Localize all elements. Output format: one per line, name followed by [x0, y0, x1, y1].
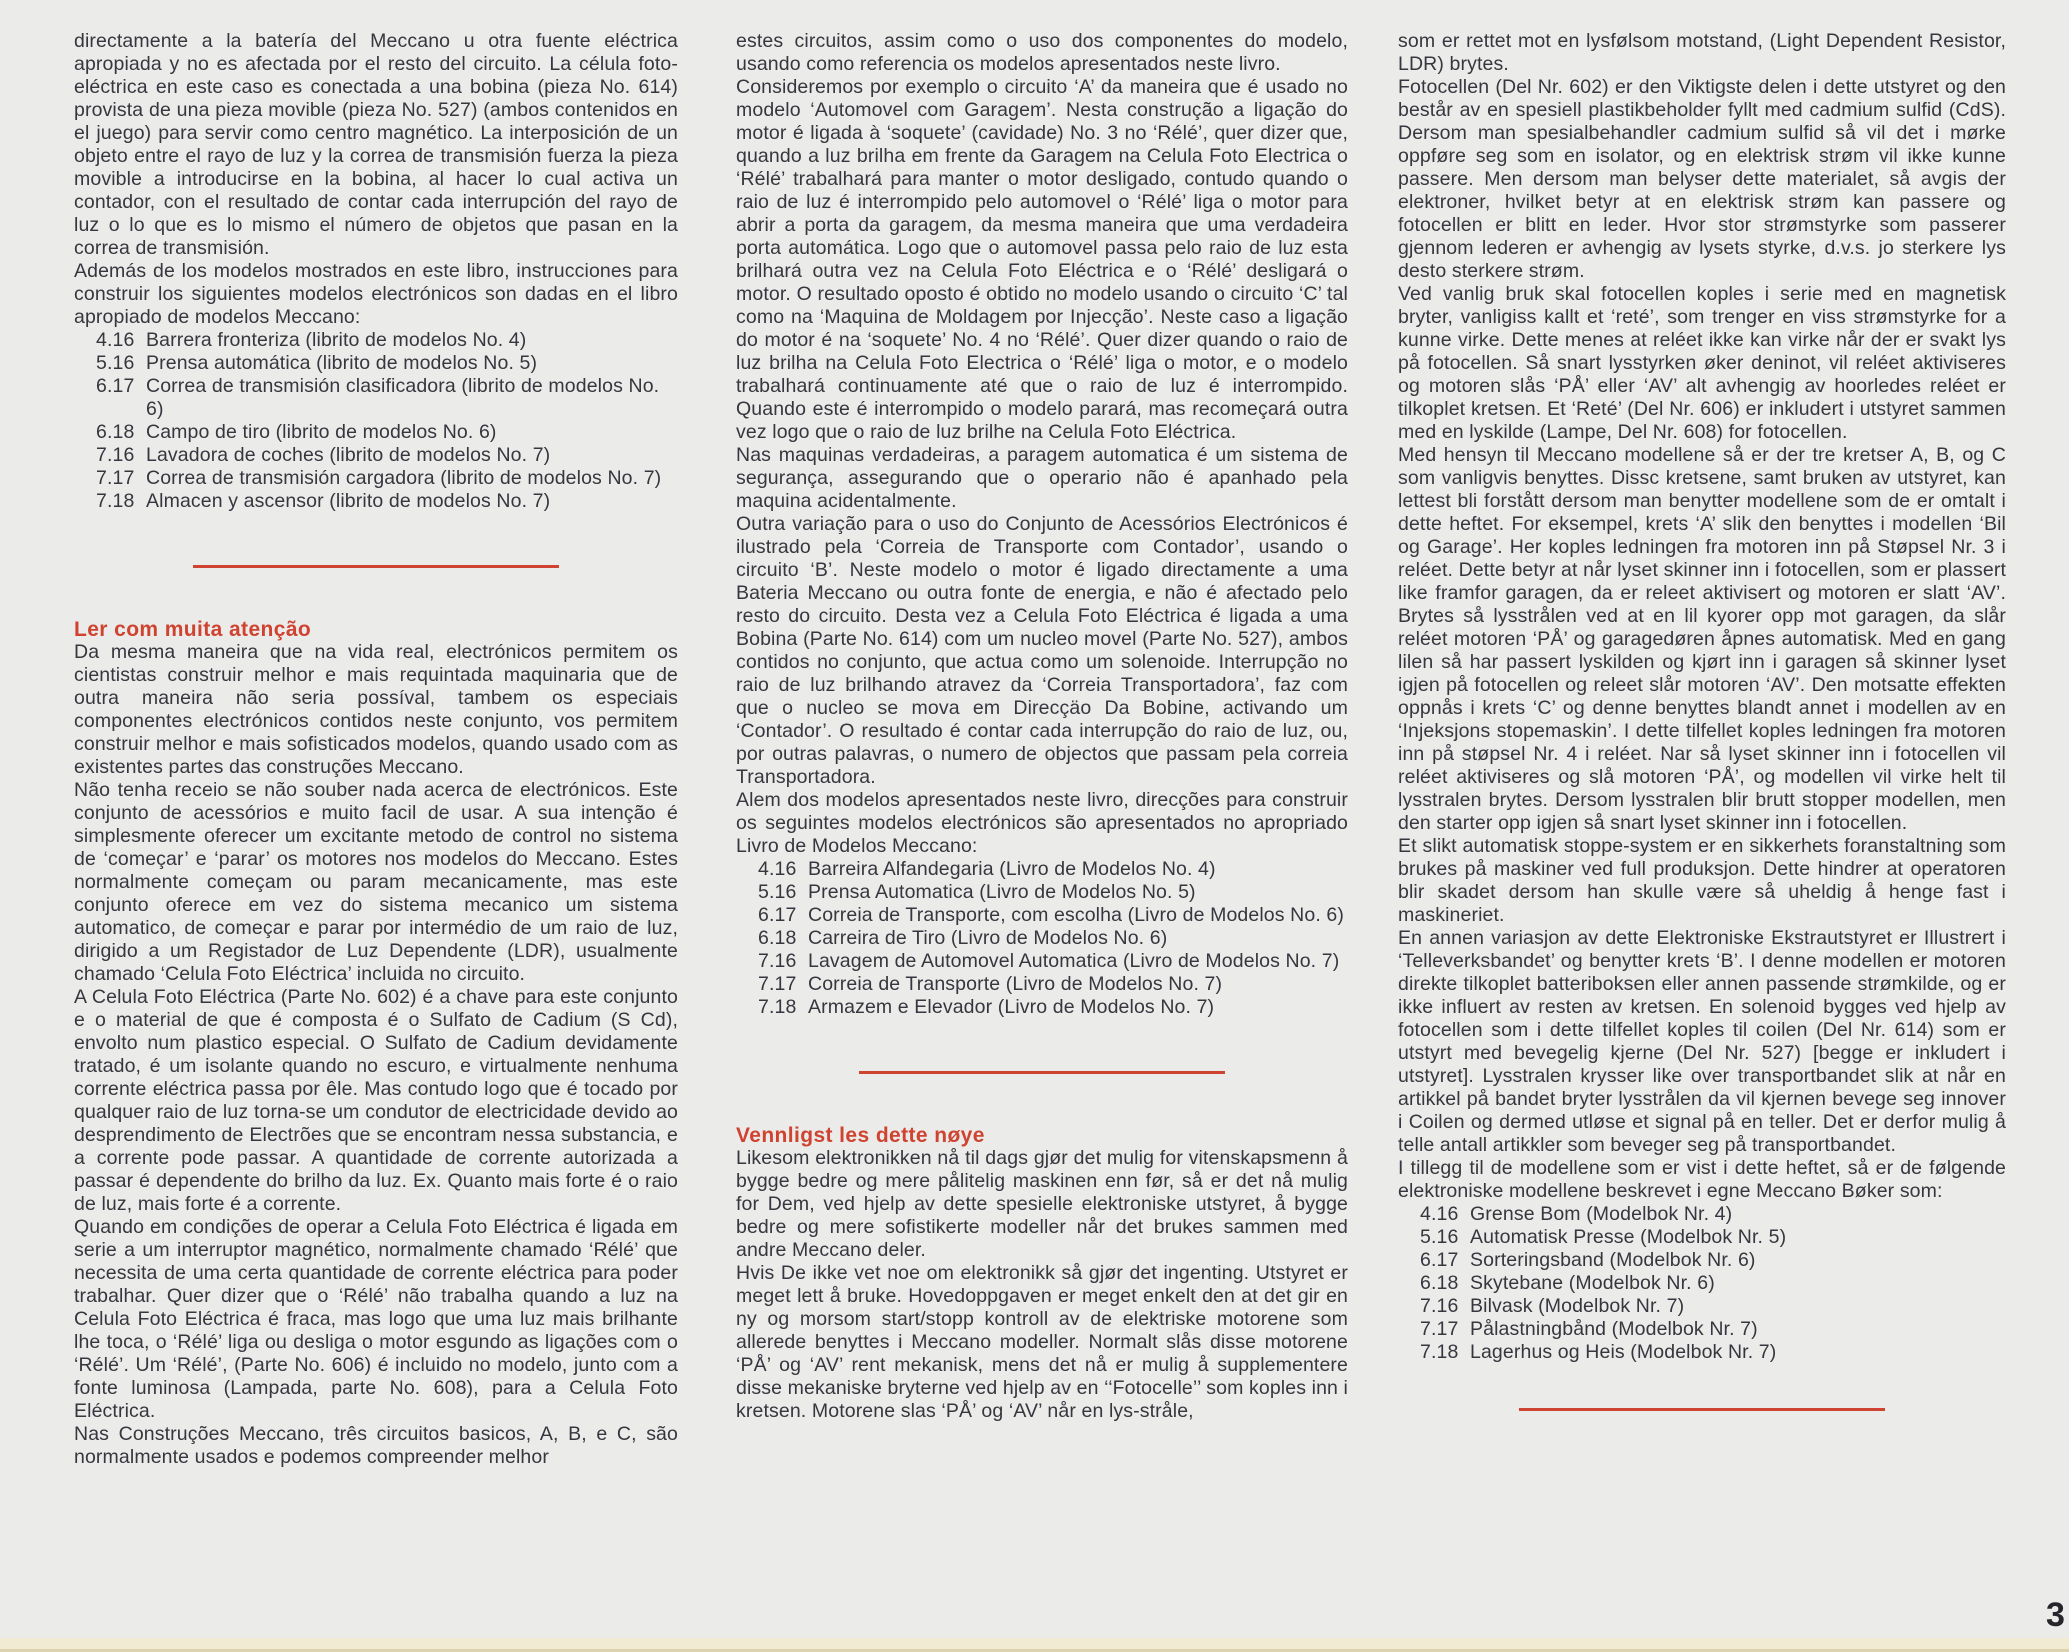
- model-list-item: [736, 858, 1348, 881]
- model-number: 7.17: [758, 973, 797, 995]
- page-number: 3: [2046, 1596, 2065, 1634]
- section-divider: [193, 565, 559, 568]
- model-number: 7.17: [96, 467, 135, 489]
- model-number: 6.17: [96, 375, 135, 397]
- section-heading: Vennligst les dette nøye: [736, 1124, 985, 1147]
- model-title: Grense Bom (Modelbok Nr. 4): [1470, 1203, 1733, 1225]
- model-list-item: [1398, 1318, 2006, 1341]
- model-list-item: [74, 352, 678, 375]
- model-number: 5.16: [1420, 1226, 1459, 1248]
- paragraph: Med hensyn til Meccano modellene så er der tre kretser A, B, og C som vanligvis benyttes. Dissc kretsene, samt bruken av utstyret, kan lettest bli forstått dersom man benytter modellene som de er omtalt i dette heftet. For eksempel, krets ‘A’ slik den benyttes i modellen ‘Bil og Garage’. Her koples ledningen fra motoren inn på Støpsel Nr. 3 i reléet. Dette betyr at når lyset skinner inn i fotocellen, som er plassert like framfor garagen, da er releet aktivisert og motoren er slatt ‘AV’. Brytes så lysstrålen ved at en lil kyorer opp mot garagen, da slår reléet motoren ‘PÅ’ og garagedøren åpnes automatisk. Med en gang lilen så har passert lyskilden og kjørt inn i garagen så skinner lyset igjen på fotocellen og releet slår motoren ‘AV’. Den motsatte effekten oppnås i krets ‘C’ og denne benyttes blandt annet i modellen av en ‘Injeksjons stopemaskin’. I dette tilfellet koples ledningen fra motoren inn på støpsel Nr. 4 i reléet. Nar så lyset skinner inn i fotocellen vil reléet aktiviseres og slå motoren ‘PÅ’, og modellen vil virke helt til lysstralen brytes. Dersom lysstralen blir brutt stopper modellen, men den starter opp igjen så snart lyset skinner inn i fotocellen.: [1398, 444, 2006, 834]
- section-divider: [859, 1071, 1225, 1074]
- model-list-item: [74, 490, 678, 513]
- model-number: 6.17: [1420, 1249, 1459, 1271]
- model-title: Lagerhus og Heis (Modelbok Nr. 7): [1470, 1341, 1777, 1363]
- model-list-item: [736, 950, 1348, 973]
- model-list-item: [74, 444, 678, 467]
- model-list-item: [1398, 1272, 2006, 1295]
- paragraph: Alem dos modelos apresentados neste livro, direcções para construir os seguintes modelos electrónicos são apresentados no apropriado Livro de Modelos Meccano:: [736, 789, 1348, 857]
- model-number: 4.16: [1420, 1203, 1459, 1225]
- model-title: Prensa Automatica (Livro de Modelos No. 5): [808, 881, 1196, 903]
- section-heading: Ler com muita atenção: [74, 618, 312, 641]
- model-number: 6.18: [758, 927, 797, 949]
- paragraph: Da mesma maneira que na vida real, electrónicos permitem os cientistas construir melhor e mais requintada maquinaria que de outra maneira não seria possíval, tambem os especiais componentes electrónicos contidos neste conjunto, vos permitem construir melhor e mais sofisticados modelos, quando usado com as existentes partes das construções Meccano.: [74, 641, 678, 778]
- model-number: 7.18: [1420, 1341, 1459, 1363]
- text-column-3: [1398, 30, 2006, 1461]
- model-title: Skytebane (Modelbok Nr. 6): [1470, 1272, 1715, 1294]
- model-number: 6.17: [758, 904, 797, 926]
- model-number: 6.18: [96, 421, 135, 443]
- model-title: Lavagem de Automovel Automatica (Livro de Modelos No. 7): [808, 950, 1340, 972]
- model-number: 7.18: [96, 490, 135, 512]
- paragraph: som er rettet mot en lysfølsom motstand, (Light Dependent Resistor, LDR) brytes.: [1398, 30, 2006, 75]
- paragraph: Nas maquinas verdadeiras, a paragem automatica é um sistema de segurança, assegurando que o operario não é apanhado pela maquina acidentalmente.: [736, 444, 1348, 512]
- paragraph: Et slikt automatisk stoppe-system er en sikkerhets foranstaltning som brukes på maskiner ved full produksjon. Dette hindrer at operatoren blir skadet dersom han skulle være så uheldig å henge fast i maskineriet.: [1398, 835, 2006, 926]
- model-list-item: [736, 904, 1348, 927]
- model-title: Lavadora de coches (librito de modelos No. 7): [146, 444, 551, 466]
- model-title: Armazem e Elevador (Livro de Modelos No. 7): [808, 996, 1215, 1018]
- paragraph: Não tenha receio se não souber nada acerca de electrónicos. Este conjunto de acessórios e muito facil de usar. A sua intenção é simplesmente oferecer um excitante metodo de control no sistema de ‘começar’ e ‘parar’ os motores nos modelos do Meccano. Estes normalmente começam ou param mecanicamente, mas este conjunto oferece em vez do sistema mecanico um sistema automatico, de começar e parar por intermédio de um raio de luz, dirigido a um Registador de Luz Dependente (LDR), usualmente chamado ‘Celula Foto Eléctrica’ incluida no circuito.: [74, 779, 678, 985]
- model-list-item: [1398, 1226, 2006, 1249]
- model-number: 7.18: [758, 996, 797, 1018]
- model-list-item: [736, 996, 1348, 1019]
- model-list-item: [736, 927, 1348, 950]
- model-number: 4.16: [758, 858, 797, 880]
- model-title: Barreira Alfandegaria (Livro de Modelos No. 4): [808, 858, 1216, 880]
- text-column-1: [74, 30, 678, 1469]
- model-number: 7.16: [96, 444, 135, 466]
- paragraph: A Celula Foto Eléctrica (Parte No. 602) é a chave para este conjunto e o material de que é composta é o Sulfato de Cadium (S Cd), envolto num plastico especial. O Sulfato de Cadium devidamente tratado, é um isolante quando no escuro, e virtualmente nenhuma corrente eléctrica passa por êle. Mas contudo logo que é tocado por qualquer raio de luz torna-se um condutor de electricidade devido ao desprendimento de Electrões que se encontram nessa substancia, e a corrente pode passar. A quantidade de corrente autorizada a passar é dependente do brilho da luz. Ex. Quanto mais forte é o raio de luz, mais forte é a corrente.: [74, 986, 678, 1215]
- model-title: Correa de transmisión clasificadora (librito de modelos No. 6): [146, 375, 660, 420]
- page-edge-strip: [0, 1638, 2069, 1652]
- paragraph: Consideremos por exemplo o circuito ‘A’ da maneira que é usado no modelo ‘Automovel com Garagem’. Nesta construção a ligação do motor é ligada à ‘soquete’ (cavidade) No. 3 no ‘Rélé’, quer dizer que, quando a luz brilha em frente da Garagem na Celula Foto Electrica o ‘Rélé’ trabalhará para manter o motor desligado, contudo quando o raio de luz é interrompido pelo automovel o ‘Rélé’ liga o motor para abrir a porta da garagem, da mesma maneira que uma verdadeira porta automática. Logo que o automovel passa pelo raio de luz esta brilhará outra vez na Celula Foto Eléctrica e o ‘Rélé’ desligará o motor. O resultado oposto é obtido no modelo usando o circuito ‘C’ tal como na ‘Maquina de Moldagem por Injecção’. Neste caso a ligação do motor é na ‘soquete’ No. 4 no ‘Rélé’. Quer dizer quando o raio de luz brilha na Celula Foto Electrica o ‘Rélé’ liga o motor, e o modelo trabalhará continuamente até que o raio de luz é interrompido. Quando este é interrompido o modelo parará, mas recomeçará outra vez logo que o raio de luz brilhe na Celula Foto Eléctrica.: [736, 76, 1348, 443]
- section-divider: [1519, 1408, 1885, 1411]
- model-list: [736, 858, 1348, 1019]
- model-title: Campo de tiro (librito de modelos No. 6): [146, 421, 497, 443]
- model-list-item: [736, 881, 1348, 904]
- text-column-2: [736, 30, 1348, 1423]
- model-list-item: [1398, 1249, 2006, 1272]
- paragraph: directamente a la batería del Meccano u otra fuente eléctrica apropiada y no es afectada por el resto del circuito. La célula foto-eléctrica en este caso es conectada a una bobina (pieza No. 614) provista de una pieza movible (pieza No. 527) (ambos contenidos en el juego) para servir como centro magnético. La interposición de un objeto entre el rayo de luz y la correa de transmisión fuerza la pieza movible a introducirse en la bobina, al hacer lo cual activa un contador, con el resultado de contar cada interrupción del rayo de luz o lo que es lo mismo el número de objetos que pasan en la correa de transmisión.: [74, 30, 678, 259]
- model-title: Carreira de Tiro (Livro de Modelos No. 6): [808, 927, 1168, 949]
- model-number: 5.16: [96, 352, 135, 374]
- model-list-item: [1398, 1203, 2006, 1226]
- model-title: Correia de Transporte (Livro de Modelos No. 7): [808, 973, 1223, 995]
- model-number: 6.18: [1420, 1272, 1459, 1294]
- model-title: Bilvask (Modelbok Nr. 7): [1470, 1295, 1685, 1317]
- paragraph: Hvis De ikke vet noe om elektronikk så gjør det ingenting. Utstyret er meget lett å bruke. Hovedoppgaven er meget enkelt den at det gir en ny og morsom start/stopp kontroll av de elektriske motorene som allerede benyttes i Meccano modeller. Normalt slås disse motorene ‘PÅ’ og ‘AV’ rent mekanisk, mens det nå er mulig å supplementere disse mekaniske bryterne ved hjelp av en ‘‘Fotocelle’’ som koples inn i kretsen. Motorene slas ‘PÅ’ og ‘AV’ når en lys-stråle,: [736, 1262, 1348, 1422]
- model-title: Almacen y ascensor (librito de modelos No. 7): [146, 490, 551, 512]
- paragraph: I tillegg til de modellene som er vist i dette heftet, så er de følgende elektroniske modellene beskrevet i egne Meccano Bøker som:: [1398, 1157, 2006, 1202]
- model-list-item: [1398, 1341, 2006, 1364]
- model-list-item: [1398, 1295, 2006, 1318]
- model-title: Correa de transmisión cargadora (librito de modelos No. 7): [146, 467, 662, 489]
- model-list-item: [74, 421, 678, 444]
- paragraph: Fotocellen (Del Nr. 602) er den Viktigste delen i dette utstyret og den består av en spesiell plastikbeholder fyllt med cadmium sulfid (CdS). Dersom man spesialbehandler cadmium sulfid så vil det i mørke oppføre seg som en isolator, og en elektrisk strøm vil ikke kunne passere. Men dersom man belyser dette materialet, så avgis der elektroner, hvilket betyr at en elektrisk strøm kan passere og fotocellen er blitt en leder. Hvor stor strømstyrke som passerer gjennom lederen er avhengig av lysets styrke, d.v.s. jo sterkere lys desto sterkere strøm.: [1398, 76, 2006, 282]
- model-list-item: [74, 375, 678, 421]
- model-title: Prensa automática (librito de modelos No. 5): [146, 352, 538, 374]
- paragraph: Outra variação para o uso do Conjunto de Acessórios Electrónicos é ilustrado pela ‘Correia de Transporte com Contador’, usando o circuito ‘B’. Neste modelo o motor é ligado directamente a uma Bateria Meccano ou outra fonte de energia, e não é afectado pelo resto do circuito. Desta vez a Celula Foto Eléctrica é ligada a uma Bobina (Parte No. 614) com um nucleo movel (Parte No. 527), ambos contidos no conjunto, que actua como um solenoide. Interrupção no raio de luz brilhando atravez da ‘Correia Transportadora’, faz com que o nucleo se mova em Direcçäo Da Bobine, activando um ‘Contador’. O resultado é contar cada interrupção do raio de luz, ou, por outras palavras, o numero de objectos que passam pela correia Transportadora.: [736, 513, 1348, 788]
- model-list: [74, 329, 678, 513]
- paragraph: En annen variasjon av dette Elektroniske Ekstrautstyret er Illustrert i ‘Telleverksbandet’ og benytter krets ‘B’. I denne modellen er motoren direkte tilkoplet batteriboksen eller annen passende strømkilde, og er ikke influert av resten av kretsen. En solenoid bygges ved hjelp av fotocellen som i dette tilfellet koples til coilen (Del Nr. 614) som er utstyrt med bevegelig kjerne (Del Nr. 527) [begge er inkludert i utstyret]. Lysstralen krysser like over transportbandet slik at når en artikkel på bandet bryter lysstrålen da vil kjernen bevege seg innover i Coilen og dermed utløse et signal på en teller. Det er derfor mulig å telle antall artikkler som beveger seg på transportbandet.: [1398, 927, 2006, 1156]
- model-number: 7.16: [1420, 1295, 1459, 1317]
- model-title: Automatisk Presse (Modelbok Nr. 5): [1470, 1226, 1787, 1248]
- model-list: [1398, 1203, 2006, 1364]
- model-title: Pålastningbånd (Modelbok Nr. 7): [1470, 1318, 1758, 1340]
- paragraph: Quando em condições de operar a Celula Foto Eléctrica é ligada em serie a um interruptor magnético, normalmente chamado ‘Rélé’ que necessita de uma certa quantidade de corrente eléctrica para poder trabalhar. Quer dizer que o ‘Rélé’ não trabalha quando a luz na Celula Foto Eléctrica é fraca, mas logo que uma luz mais brilhante lhe toca, o ‘Rélé’ liga ou desliga o motor esgundo as ligações com o ‘Rélé’. Um ‘Rélé’, (Parte No. 606) é incluido no modelo, junto com a fonte luminosa (Lampada, parte No. 608), para a Celula Foto Eléctrica.: [74, 1216, 678, 1422]
- model-list-item: [736, 973, 1348, 996]
- paragraph: Además de los modelos mostrados en este libro, instrucciones para construir los siguientes modelos electrónicos son dadas en el libro apropiado de modelos Meccano:: [74, 260, 678, 328]
- model-number: 5.16: [758, 881, 797, 903]
- model-list-item: [74, 329, 678, 352]
- model-title: Sorteringsband (Modelbok Nr. 6): [1470, 1249, 1756, 1271]
- paragraph: Likesom elektronikken nå til dags gjør det mulig for vitenskapsmenn å bygge bedre og mere pålitelig maskinen enn før, så er det nå mulig for Dem, ved hjelp av dette spesielle elektroniske utstyret, å bygge bedre og mere sofistikerte modeller når det brukes sammen med andre Meccano deler.: [736, 1147, 1348, 1261]
- model-list-item: [74, 467, 678, 490]
- model-title: Correia de Transporte, com escolha (Livro de Modelos No. 6): [808, 904, 1344, 926]
- model-title: Barrera fronteriza (librito de modelos No. 4): [146, 329, 527, 351]
- model-number: 7.17: [1420, 1318, 1459, 1340]
- model-number: 4.16: [96, 329, 135, 351]
- paragraph: Ved vanlig bruk skal fotocellen koples i serie med en magnetisk bryter, vanligiss kallt et ‘reté’, som trenger en viss strømstyrke for a kunne virke. Dette menes at reléet ikke kan virke når der er svakt lys på fotocellen. Så snart lysstyrken øker deninot, vil reléet aktiviseres og motoren slås ‘PÅ’ eller ‘AV’ alt avhengig av hoorledes reléet er tilkoplet kretsen. Et ‘Reté’ (Del Nr. 606) er inkludert i utstyret sammen med en lyskilde (Lampe, Del Nr. 608) for fotocellen.: [1398, 283, 2006, 443]
- model-number: 7.16: [758, 950, 797, 972]
- paragraph: Nas Construções Meccano, três circuitos basicos, A, B, e C, são normalmente usados e podemos compreender melhor: [74, 1423, 678, 1468]
- paragraph: estes circuitos, assim como o uso dos componentes do modelo, usando como referencia os modelos apresentados neste livro.: [736, 30, 1348, 75]
